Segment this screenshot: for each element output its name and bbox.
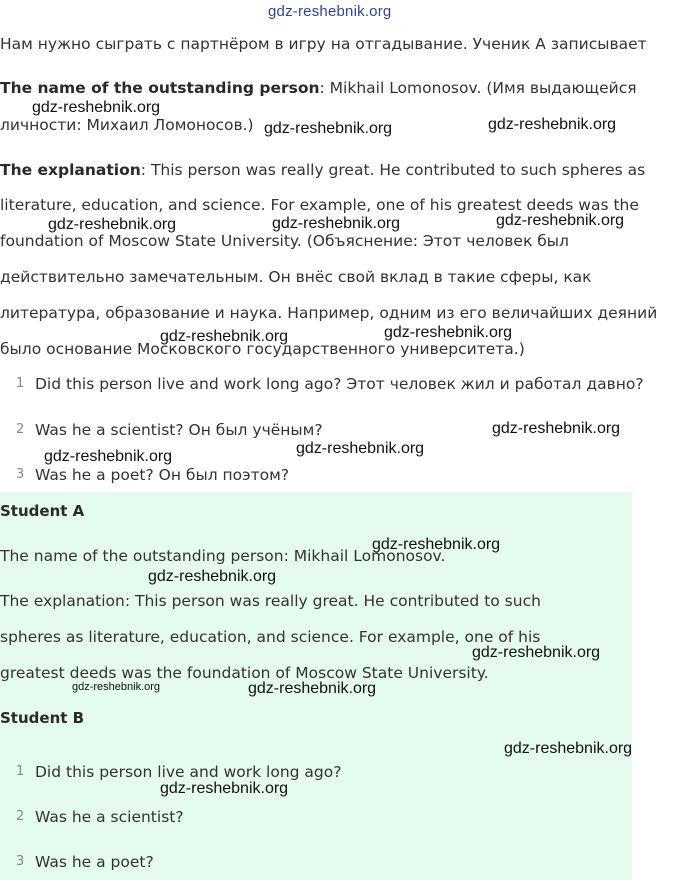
watermark: gdz-reshebnik.org [496,212,625,229]
student-a-explanation-line-3: greatest deeds was the foundation of Moscow State University. [0,664,489,682]
explanation-line-5: литература, образование и наука. Например, одним из его величайших деяний [0,304,658,322]
list-item: Did this person live and work long ago? [35,763,342,781]
name-text: : Mikhail Lomonosov. (Имя выдающейся [319,79,637,97]
list-item: Was he a scientist? Он был учёным? [35,421,323,439]
watermark: gdz-reshebnik.org [488,116,617,133]
list-number: 3 [16,467,25,482]
watermark: gdz-reshebnik.org [44,448,173,465]
list-number: 2 [16,809,25,824]
name-label: The name of the outstanding person [0,79,320,97]
explanation-line-3: foundation of Moscow State University. (Объяснение: Этот человек был [0,232,569,250]
list-item: Was he a poet? [35,853,154,871]
watermark: gdz-reshebnik.org [264,120,393,137]
watermark: gdz-reshebnik.org [472,644,601,661]
watermark: gdz-reshebnik.org [296,440,425,457]
student-a-name-line: The name of the outstanding person: Mikhail Lomonosov. [0,547,446,565]
watermark: gdz-reshebnik.org [72,681,161,693]
student-b-heading: Student B [0,709,85,727]
name-paragraph [0,78,637,98]
student-a-explanation-line-1: The explanation: This person was really great. He contributed to such [0,592,541,610]
list-item: Was he a scientist? [35,808,184,826]
list-item: Was he a poet? Он был поэтом? [35,466,290,484]
student-a-heading: Student A [0,502,85,520]
list-number: 1 [16,764,25,779]
watermark: gdz-reshebnik.org [148,568,277,585]
watermark: gdz-reshebnik.org [272,215,401,232]
watermark: gdz-reshebnik.org [32,99,161,116]
explanation-label: The explanation [0,161,141,179]
list-number: 2 [16,422,25,437]
explanation-line-2: literature, education, and science. For example, one of his greatest deeds was the [0,196,639,214]
explanation-line-1: The explanation: This person was really great. He contributed to such spheres as [0,161,646,179]
list-number: 3 [16,854,25,869]
list-item: Did this person live and work long ago? Этот человек жил и работал давно? [35,375,644,393]
watermark: gdz-reshebnik.org [248,680,377,697]
watermark: gdz-reshebnik.org [160,780,289,797]
name-paragraph-line-2: личности: Михаил Ломоносов.) [0,116,254,134]
explanation-line-6: было основание Московского государственного университета.) [0,340,525,358]
explanation-line-4: действительно замечательным. Он внёс свой вклад в такие сферы, как [0,268,592,286]
watermark: gdz-reshebnik.org [384,324,513,341]
watermark: gdz-reshebnik.org [504,740,633,757]
intro-text: Нам нужно сыграть с партнёром в игру на отгадывание. Ученик А записывает [0,35,647,53]
watermark: gdz-reshebnik.org [160,328,289,345]
watermark: gdz-reshebnik.org [492,420,621,437]
watermark: gdz-reshebnik.org [372,536,501,553]
watermark: gdz-reshebnik.org [268,3,392,20]
list-number: 1 [16,376,25,391]
watermark: gdz-reshebnik.org [48,216,177,233]
student-a-explanation-line-2: spheres as literature, education, and science. For example, one of his [0,628,541,646]
